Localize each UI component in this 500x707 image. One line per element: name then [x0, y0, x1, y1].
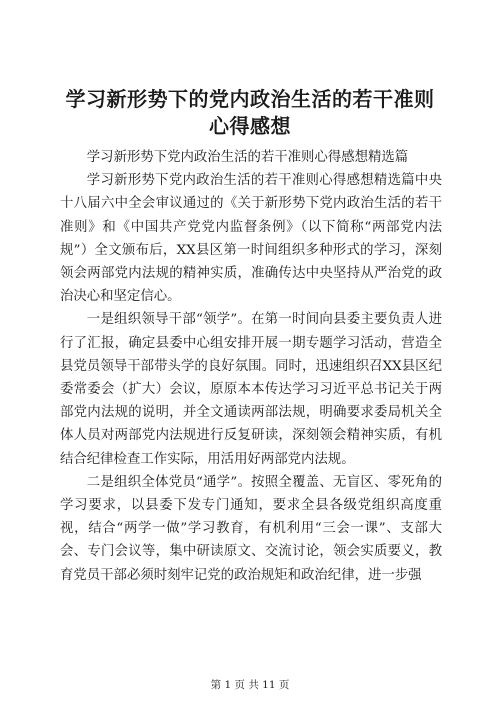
paragraph-subtitle: 学习新形势下党内政治生活的若干准则心得感想精选篇	[86, 150, 409, 165]
page-number-footer: 第 1 页 共 11 页	[210, 679, 290, 691]
paragraph-point-one: 一是组织领导干部“领学”。在第一时间向县委主要负责人进行了汇报，确定县委中心组安排开展一期专题学习活动，营造全县党员领导干部带头学的良好氛围。同时，迅速组织召XX县区纪委常委会（扩大）会议，原原本本传达学习习近平总书记关于两部党内法规的说明，并全文通读两部法规，明确要求委局机关全体人员对两部党内法规进行反复研读，深刻领会精神实质，有机结合纪律检查工作实际，用活用好两部党内法规。	[60, 312, 442, 467]
paragraph-point-two: 二是组织全体党员“通学”。按照全覆盖、无盲区、零死角的学习要求，以县委下发专门通知，要求全县各级党组织高度重视，结合“两学一做”学习教育，有机利用“三会一课”、支部大会、专门会议等，集中研读原文、交流讨论，领会实质要义，教育党员干部必须时刻牢记党的政治规矩和政治纪律，进一步强	[60, 474, 442, 583]
document-body	[60, 146, 442, 587]
paragraph-intro: 学习新形势下党内政治生活的若干准则心得感想精选篇中央十八届六中全会审议通过的《关于新形势下党内政治生活的若干准则》和《中国共产党党内监督条例》（以下简称“两部党内法规”）全文颁布后，XX县区第一时间组织多种形式的学习，深刻领会两部党内法规的精神实质，准确传达中央坚持从严治党的政治决心和坚定信心。	[60, 173, 442, 305]
document-title: 学习新形势下的党内政治生活的若干准则心得感想	[65, 87, 435, 138]
